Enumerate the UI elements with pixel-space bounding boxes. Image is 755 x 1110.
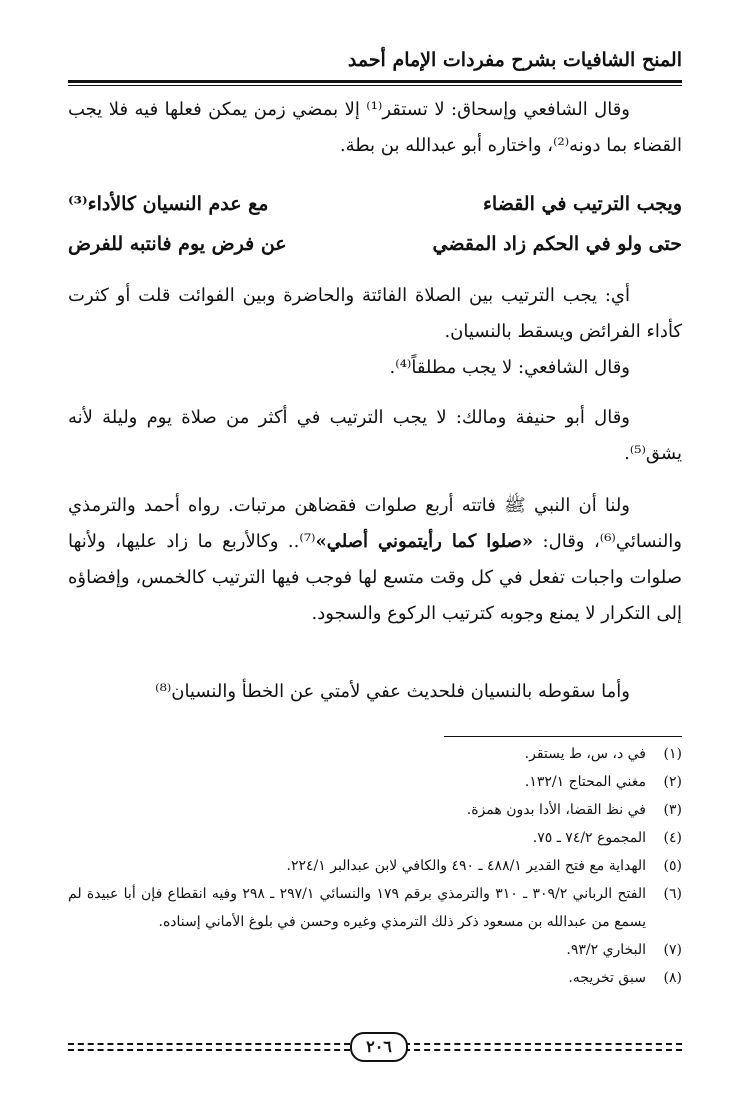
verse-2-second-hemistich: عن فرض يوم فانتبه للفرض	[68, 233, 287, 255]
verse-1-second-hemistich: مع عدم النسيان كالأداء⁽³⁾	[68, 193, 269, 215]
footnote-item	[68, 964, 682, 992]
header-rule-thin	[68, 85, 682, 86]
footnotes	[68, 740, 682, 992]
evidence-text-end: ⁽⁷⁾.. وكالأربع ما زاد عليها، ولأنها صلوات واجبات تفعل في كل وقت متسع لها فوجب فيها الترتيب كالخمس، وإفضاؤه إلى التكرار لا يمنع وجوبه كترتيب الركوع والسجود.	[68, 531, 682, 624]
footnote-item	[68, 880, 682, 936]
paragraph-shafii-opinion: وقال الشافعي: لا يجب مطلقاً⁽⁴⁾.	[389, 357, 630, 378]
footer-dashed-rule-right	[404, 1043, 682, 1045]
header-rule	[68, 80, 682, 83]
footnote-number: (٧)	[663, 942, 682, 958]
footnote-text: مغني المحتاج ١٣٢/١.	[524, 774, 646, 790]
footnote-number: (٣)	[663, 802, 682, 818]
running-header	[68, 42, 682, 86]
footnote-number: (٦)	[663, 886, 682, 902]
footnote-separator	[444, 736, 682, 737]
book-title: المنح الشافيات بشرح مفردات الإمام أحمد	[347, 49, 682, 71]
paragraph-forgetfulness: وأما سقوطه بالنسيان فلحديث عفي لأمتي عن الخطأ والنسيان⁽⁸⁾	[155, 681, 630, 702]
footnote-text: الهداية مع فتح القدير ٤٨٨/١ ـ ٤٩٠ والكافي لابن عبدالبر ٢٢٤/١.	[286, 858, 646, 874]
page-footer	[68, 1036, 682, 1060]
footnote-text: في نظ القضا، الأدا بدون همزة.	[466, 802, 646, 818]
footnote-item	[68, 824, 682, 852]
footer-dashed-rule-right-lower	[404, 1049, 682, 1051]
verse-1-first-hemistich: ويجب الترتيب في القضاء	[483, 193, 682, 215]
footnote-number: (١)	[663, 746, 682, 762]
footnote-number: (٨)	[663, 970, 682, 986]
paragraph-hanafi-maliki: وقال أبو حنيفة ومالك: لا يجب الترتيب في أكثر من صلاة يوم وليلة لأنه يشق⁽⁵⁾.	[68, 407, 682, 464]
page-number: ٢٠٦	[350, 1032, 408, 1062]
verse-2-first-hemistich: حتى ولو في الحكم زاد المقضي	[432, 233, 682, 255]
footnote-number: (٥)	[663, 858, 682, 874]
footnote-text: البخاري ٩٣/٢.	[566, 942, 646, 958]
verse-line-1	[68, 184, 682, 224]
footnote-item	[68, 796, 682, 824]
paragraph-explanation: أي: يجب الترتيب بين الصلاة الفائتة والحاضرة وبين الفوائت قلت أو كثرت كأداء الفرائض ويسقط بالنسيان.	[68, 285, 682, 342]
footnote-item	[68, 740, 682, 768]
verse-line-2	[68, 224, 682, 264]
footnote-item	[68, 852, 682, 880]
hadith-quote: «صلوا كما رأيتموني أصلي»	[315, 531, 534, 552]
footnote-text: الفتح الرباني ٣٠٩/٢ ـ ٣١٠ والترمذي برقم ١٧٩ والنسائي ٢٩٧/١ ـ ٢٩٨ وفيه انقطاع فإن أبا عبيدة لم يسمع من عبدالله بن مسعود ذكر ذلك الترمذي وغيره وحسن في بلوغ الأماني إسناده.	[68, 886, 646, 930]
paragraph-evidence	[68, 488, 682, 632]
footnote-item	[68, 768, 682, 796]
footer-dashed-rule-left	[68, 1043, 350, 1045]
footnote-text: سبق تخريجه.	[568, 970, 646, 986]
footnote-text: المجموع ٧٤/٢ ـ ٧٥.	[532, 830, 646, 846]
paragraph-shafii-ishaq: وقال الشافعي وإسحاق: لا تستقر⁽¹⁾ إلا بمضي زمن يمكن فعلها فيه فلا يجب القضاء بما دونه⁽²⁾، واختاره أبو عبدالله بن بطة.	[68, 99, 682, 156]
evidence-text-start: ولنا أن النبي ﷺ فاتته أربع صلوات فقضاهن مرتبات. رواه أحمد والترمذي والنسائي⁽⁶⁾، وقال:	[68, 495, 682, 552]
footnote-text: في د، س، ط يستقر.	[524, 746, 646, 762]
footnote-number: (٢)	[663, 774, 682, 790]
footnote-item	[68, 936, 682, 964]
verse-block	[68, 184, 682, 264]
footnote-number: (٤)	[663, 830, 682, 846]
footer-dashed-rule-left-lower	[68, 1049, 350, 1051]
